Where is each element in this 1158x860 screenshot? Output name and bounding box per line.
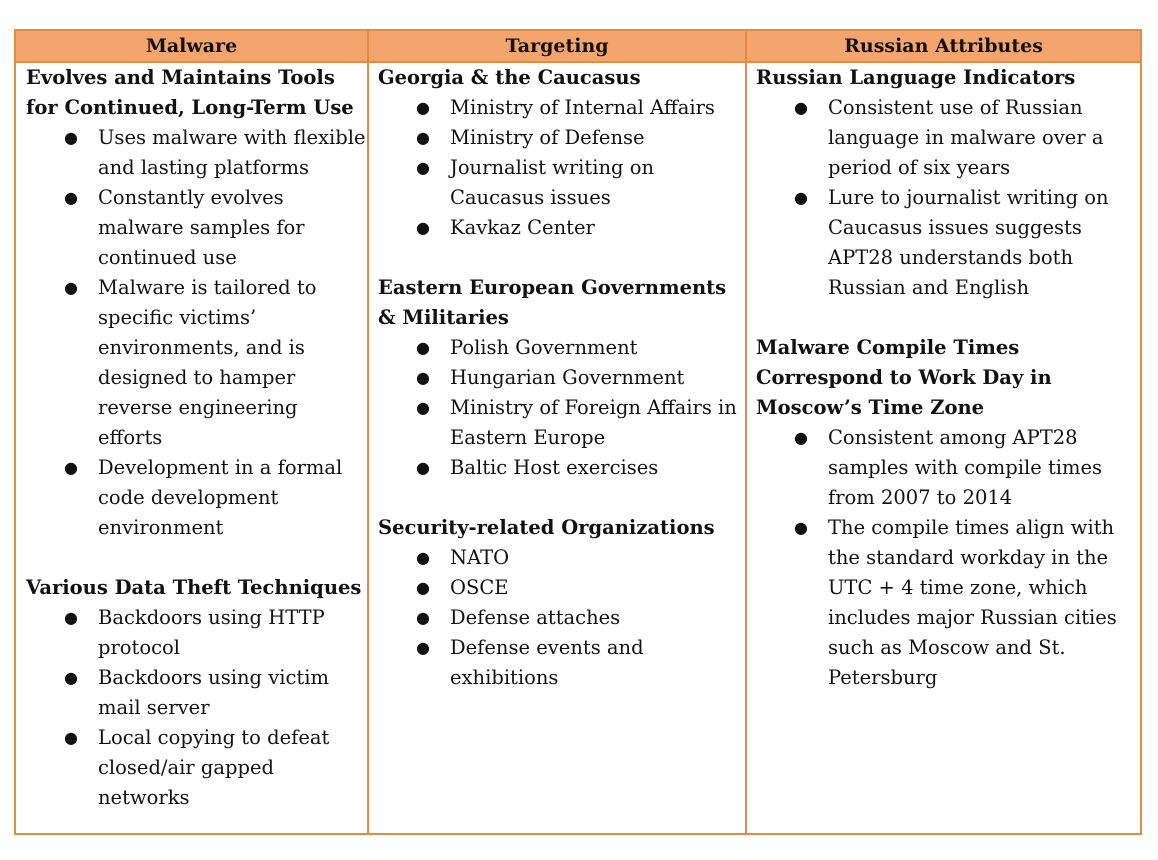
bullet-icon: ● (416, 98, 430, 117)
list-item: ● Kavkaz Center (378, 213, 743, 243)
list-item: ● Malware is tailored to specific victims’ environments, and is designed to hamper reverse engineering efforts (26, 273, 366, 453)
column-divider (367, 31, 369, 833)
bullet-icon: ● (794, 188, 808, 207)
section-heading: Russian Language Indicators (756, 66, 1076, 89)
bullet-icon: ● (416, 398, 430, 417)
column-malware (26, 63, 366, 813)
header-russian-attributes: Russian Attributes (844, 35, 1043, 57)
table-header (16, 31, 1140, 63)
section-heading: Security-related Organizations (378, 516, 715, 539)
list-item: ● Defense attaches (378, 603, 743, 633)
bullet-icon: ● (64, 728, 78, 747)
list-item: ● Polish Government (378, 333, 743, 363)
list-item: ● Ministry of Foreign Affairs in Eastern Europe (378, 393, 743, 453)
section-heading: Evolves and Maintains Tools for Continued, Long-Term Use (26, 66, 354, 119)
section-heading: Various Data Theft Techniques (26, 576, 362, 599)
list-item: ● Backdoors using HTTP protocol (26, 603, 366, 663)
bullet-icon: ● (64, 128, 78, 147)
bullet-list (26, 123, 366, 543)
list-item: ● Defense events and exhibitions (378, 633, 743, 693)
column-divider (745, 31, 747, 833)
list-item: ● OSCE (378, 573, 743, 603)
bullet-icon: ● (794, 98, 808, 117)
bullet-icon: ● (416, 578, 430, 597)
list-item: ● Consistent use of Russian language in malware over a period of six years (756, 93, 1136, 183)
bullet-icon: ● (416, 608, 430, 627)
bullet-list (378, 93, 743, 243)
list-item: ● Lure to journalist writing on Caucasus issues suggests APT28 understands both Russian and English (756, 183, 1136, 303)
section-heading: Malware Compile Times Correspond to Work Day in Moscow’s Time Zone (756, 336, 1052, 419)
bullet-list (26, 603, 366, 813)
bullet-icon: ● (416, 218, 430, 237)
bullet-icon: ● (64, 188, 78, 207)
column-russian-attributes (756, 63, 1136, 693)
list-item: ● Journalist writing on Caucasus issues (378, 153, 743, 213)
bullet-list (756, 423, 1136, 693)
bullet-icon: ● (416, 548, 430, 567)
list-item: ● Constantly evolves malware samples for continued use (26, 183, 366, 273)
bullet-icon: ● (794, 518, 808, 537)
header-malware: Malware (145, 35, 238, 57)
column-targeting (378, 63, 743, 693)
bullet-icon: ● (416, 128, 430, 147)
list-item: ● Local copying to defeat closed/air gapped networks (26, 723, 366, 813)
header-targeting: Targeting (505, 35, 609, 57)
bullet-icon: ● (416, 368, 430, 387)
bullet-icon: ● (64, 458, 78, 477)
list-item: ● Backdoors using victim mail server (26, 663, 366, 723)
list-item: ● Uses malware with flexible and lasting platforms (26, 123, 366, 183)
list-item: ● The compile times align with the standard workday in the UTC + 4 time zone, which includes major Russian cities such as Moscow and St. Petersburg (756, 513, 1136, 693)
list-item: ● Ministry of Defense (378, 123, 743, 153)
bullet-list (756, 93, 1136, 303)
bullet-icon: ● (416, 338, 430, 357)
list-item: ● Development in a formal code development environment (26, 453, 366, 543)
list-item: ● Ministry of Internal Affairs (378, 93, 743, 123)
list-item: ● NATO (378, 543, 743, 573)
section-heading: Georgia & the Caucasus (378, 66, 641, 89)
bullet-icon: ● (416, 158, 430, 177)
comparison-table (14, 29, 1142, 835)
bullet-icon: ● (64, 608, 78, 627)
bullet-icon: ● (794, 428, 808, 447)
bullet-icon: ● (416, 638, 430, 657)
bullet-list (378, 543, 743, 693)
bullet-icon: ● (416, 458, 430, 477)
list-item: ● Hungarian Government (378, 363, 743, 393)
bullet-list (378, 333, 743, 483)
bullet-icon: ● (64, 278, 78, 297)
list-item: ● Consistent among APT28 samples with compile times from 2007 to 2014 (756, 423, 1136, 513)
section-heading: Eastern European Governments & Militaries (378, 276, 727, 329)
bullet-icon: ● (64, 668, 78, 687)
list-item: ● Baltic Host exercises (378, 453, 743, 483)
